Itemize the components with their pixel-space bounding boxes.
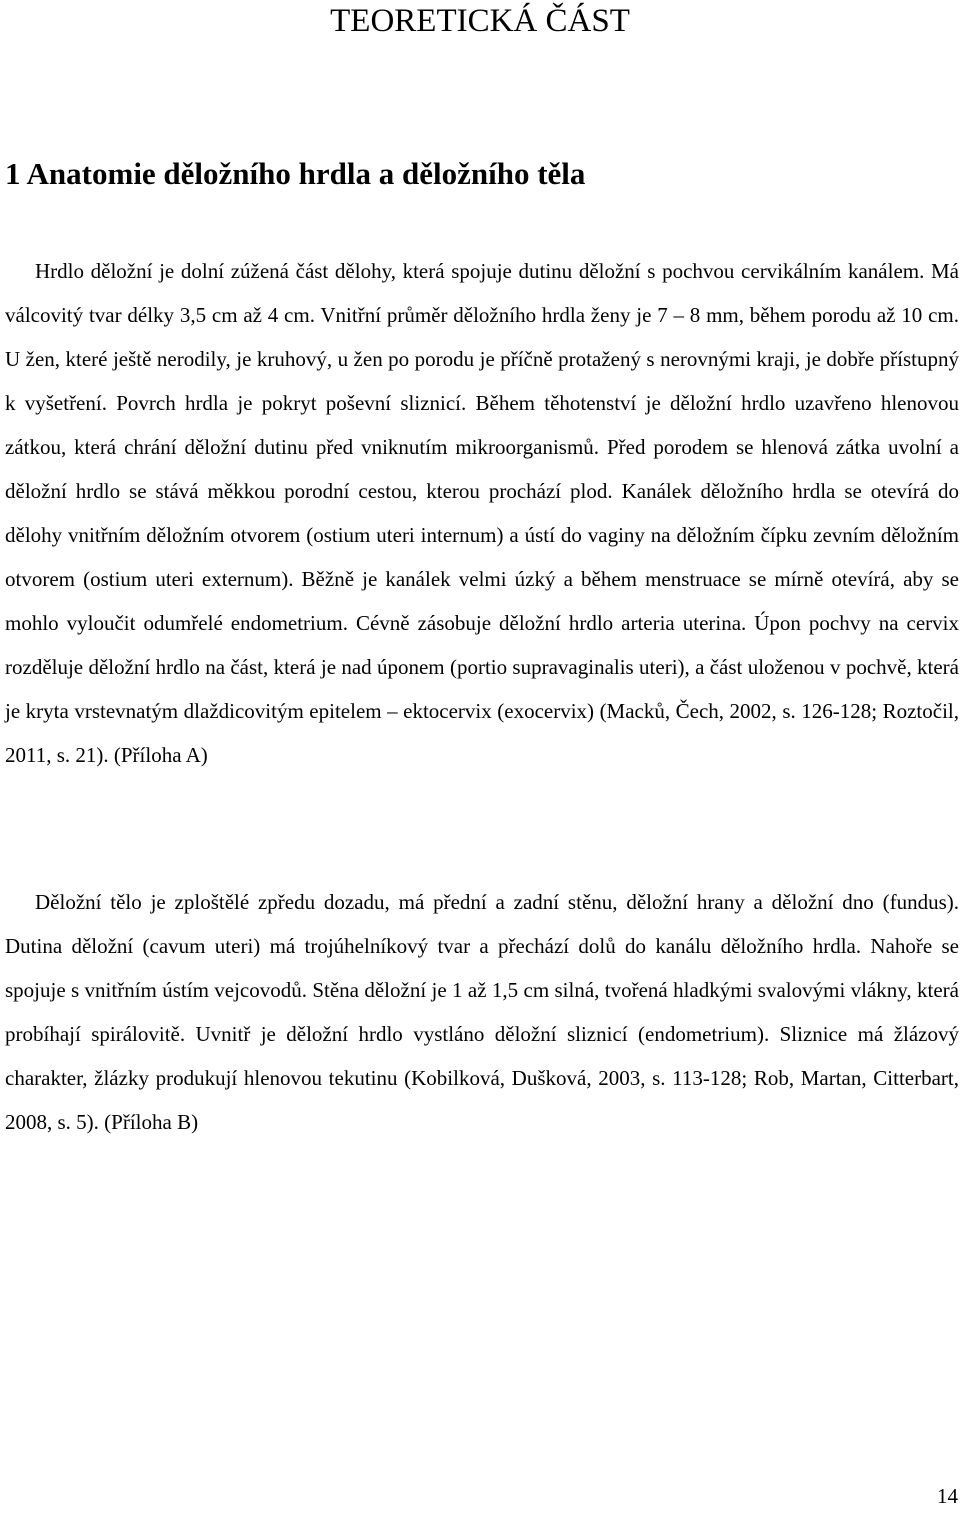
paragraph-cervix: Hrdlo děložní je dolní zúžená část dělohy, která spojuje dutinu děložní s pochvou cervikálním kanálem. Má válcovitý tvar délky 3,5 cm až 4 cm. Vnitřní průměr děložního hrdla ženy je 7 – 8 mm, během porodu až 10 cm. U žen, které ještě nerodily, je kruhový, u žen po porodu je příčně protažený s nerovnými kraji, je dobře přístupný k vyšetření. Povrch hrdla je pokryt poševní sliznicí. Během těhotenství je děložní hrdlo uzavřeno hlenovou zátkou, která chrání děložní dutinu před vniknutím mikroorganismů. Před porodem se hlenová zátka uvolní a děložní hrdlo se stává měkkou porodní cestou, kterou prochází plod. Kanálek děložního hrdla se otevírá do dělohy vnitřním děložním otvorem (ostium uteri internum) a ústí do vaginy na děložním čípku zevním děložním otvorem (ostium uteri externum). Běžně je kanálek velmi úzký a během menstruace se mírně otevírá, aby se mohlo vyloučit odumřelé endometrium. Cévně zásobuje děložní hrdlo arteria uterina. Úpon pochvy na cervix rozděluje děložní hrdlo na část, která je nad úponem (portio supravaginalis uteri), a část uloženou v pochvě, která je kryta vrstevnatým dlaždicovitým epitelem – ektocervix (exocervix) (Macků, Čech, 2002, s. 126-128; Roztočil, 2011, s. 21). (Příloha A)	[5, 259, 959, 767]
page-number: 14	[937, 1484, 958, 1508]
paragraph-uterine-body: Děložní tělo je zploštělé zpředu dozadu, má přední a zadní stěnu, děložní hrany a děložní dno (fundus). Dutina děložní (cavum uteri) má trojúhelníkový tvar a přechází dolů do kanálu děložního hrdla. Nahoře se spojuje s vnitřním ústím vejcovodů. Stěna děložní je 1 až 1,5 cm silná, tvořená hladkými svalovými vlákny, která probíhají spirálovitě. Uvnitř je děložní hrdlo vystláno děložní sliznicí (endometrium). Sliznice má žlázový charakter, žlázky produkují hlenovou tekutinu (Kobilková, Dušková, 2003, s. 113-128; Rob, Martan, Citterbart, 2008, s. 5). (Příloha B)	[5, 890, 959, 1134]
chapter-title: 1 Anatomie děložního hrdla a děložního těla	[5, 156, 586, 191]
page-heading: TEORETICKÁ ČÁST	[330, 3, 630, 39]
